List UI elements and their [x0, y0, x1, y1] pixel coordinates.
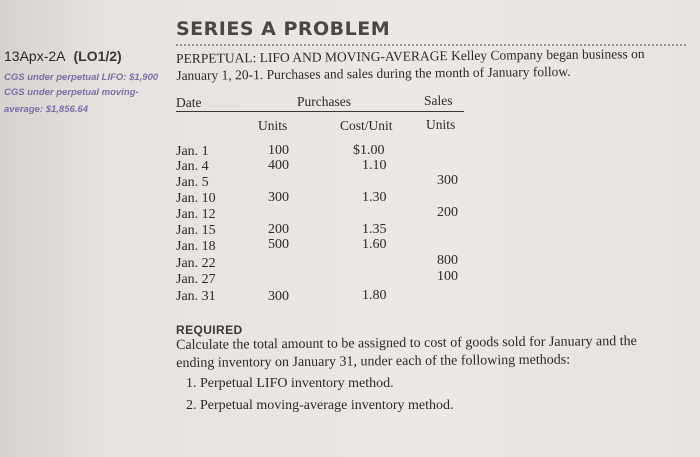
row-cost-per-unit: 1.35 — [362, 222, 387, 237]
answer-note-moving-average-2: average: $1,856.64 — [4, 104, 88, 115]
row-purchase-units: 300 — [268, 190, 289, 205]
row-sales-units: 800 — [437, 253, 458, 268]
header-purchases: Purchases — [297, 94, 351, 109]
learning-objective: (LO1/2) — [73, 48, 122, 64]
required-text-1: Calculate the total amount to be assigned to cost of goods sold for January and the — [176, 333, 637, 353]
row-cost-per-unit: 1.60 — [362, 237, 387, 252]
row-date: Jan. 31 — [176, 289, 216, 304]
required-text-2: ending inventory on January 31, under each of the following methods: — [176, 352, 571, 371]
header-cost-per-unit: Cost/Unit — [340, 118, 393, 133]
row-date: Jan. 27 — [176, 272, 216, 287]
method-moving-average: 2. Perpetual moving-average inventory method. — [186, 398, 454, 413]
row-date: Jan. 12 — [176, 207, 216, 222]
problem-description-1: Kelley Company began business on — [451, 46, 645, 64]
header-underline — [176, 111, 464, 112]
row-sales-units: 100 — [437, 269, 458, 284]
row-date: Jan. 22 — [176, 256, 216, 271]
required-label: REQUIRED — [176, 323, 243, 337]
row-purchase-units: 500 — [268, 237, 289, 252]
row-date: Jan. 1 — [176, 144, 209, 159]
row-date: Jan. 15 — [176, 223, 216, 238]
row-cost-per-unit: 1.80 — [362, 288, 387, 303]
row-cost-per-unit: 1.30 — [362, 190, 387, 205]
row-date: Jan. 5 — [176, 175, 209, 190]
header-date: Date — [176, 95, 202, 110]
row-cost-per-unit: $1.00 — [353, 143, 385, 158]
row-sales-units: 200 — [437, 205, 458, 220]
row-cost-per-unit: 1.10 — [362, 158, 387, 173]
row-purchase-units: 100 — [268, 143, 289, 158]
row-purchase-units: 400 — [268, 158, 289, 173]
answer-note-moving-average-1: CGS under perpetual moving- — [4, 87, 139, 98]
row-purchase-units: 300 — [268, 289, 289, 304]
header-sales: Sales — [424, 93, 453, 108]
row-date: Jan. 18 — [176, 239, 216, 254]
problem-description-2: January 1, 20-1. Purchases and sales during the month of January follow. — [176, 63, 571, 83]
row-purchase-units: 200 — [268, 222, 289, 237]
row-sales-units: 300 — [437, 173, 458, 188]
problem-title: PERPETUAL: LIFO AND MOVING-AVERAGE — [176, 48, 448, 66]
header-sales-units: Units — [426, 117, 456, 132]
series-title: SERIES A PROBLEM — [176, 18, 391, 40]
row-date: Jan. 4 — [176, 159, 209, 174]
required-instructions — [176, 333, 681, 373]
row-date: Jan. 10 — [176, 191, 216, 206]
header-purchase-units: Units — [258, 118, 288, 133]
method-lifo: 1. Perpetual LIFO inventory method. — [186, 376, 394, 391]
answer-note-lifo: CGS under perpetual LIFO: $1,900 — [4, 72, 159, 83]
problem-number-label: 13Apx-2A — [4, 48, 66, 64]
